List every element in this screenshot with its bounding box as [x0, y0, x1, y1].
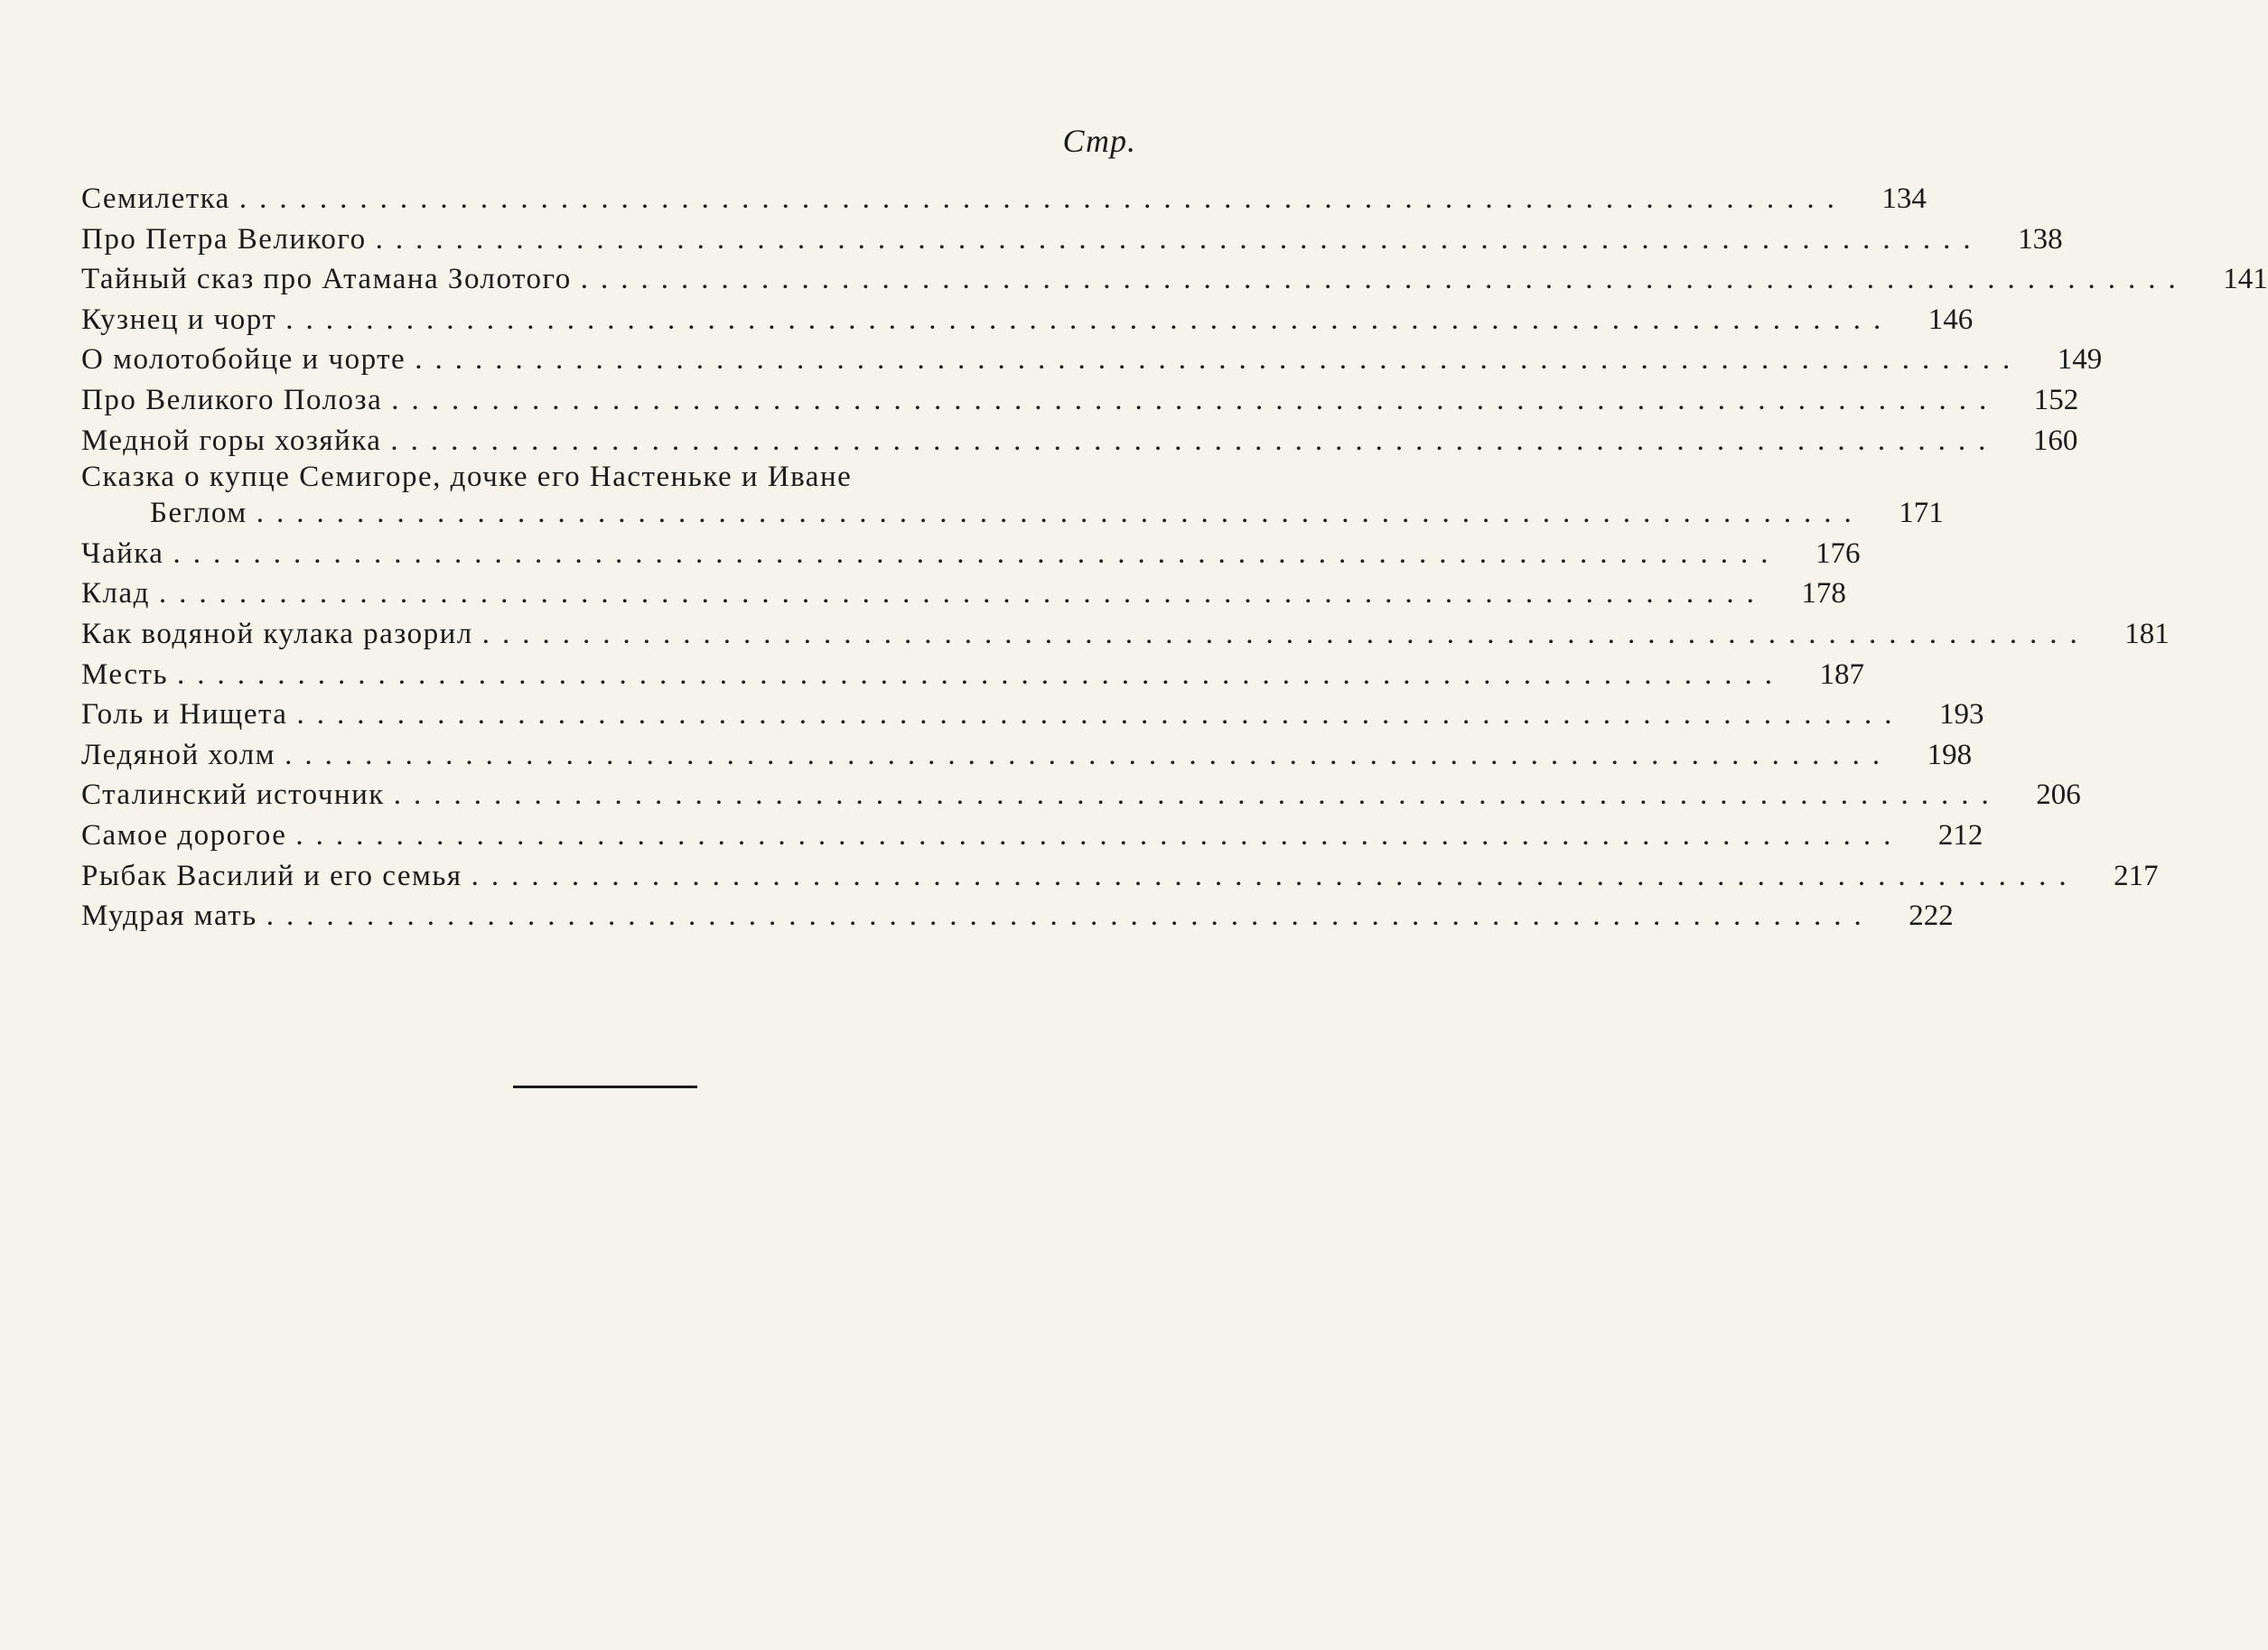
toc-entry-page: 222 — [1909, 900, 1954, 933]
toc-entry — [81, 340, 2103, 380]
toc-entry — [81, 694, 1984, 735]
dot-leader: ................................................................................ — [580, 263, 2189, 296]
dot-leader: ................................................................................ — [285, 738, 1893, 771]
toc-entry-title: Ледяной холм — [81, 738, 276, 771]
page-column-header: Стр. — [1062, 123, 1136, 159]
toc-entry-page: 134 — [1881, 182, 1927, 215]
toc-entry-title: О молотобойце и чорте — [81, 343, 406, 377]
toc-entry-title: Про Великого Полоза — [81, 383, 383, 416]
toc-entry — [81, 655, 1864, 695]
toc-entry — [81, 179, 1927, 219]
toc-entry-title: Месть — [81, 657, 168, 691]
dot-leader: ................................................................................ — [177, 657, 1785, 691]
toc-entry-title-line1: Сказка о купце Семигоре, дочке его Настеньке и Иване — [81, 461, 853, 494]
toc-entry — [81, 573, 1846, 614]
toc-entry — [81, 816, 1983, 856]
toc-entry — [81, 534, 1861, 574]
toc-entry — [81, 380, 2079, 421]
toc-entry-page: 178 — [1801, 577, 1846, 611]
toc-entry-title: Про Петра Великого — [81, 222, 367, 256]
toc-entry-page: 217 — [2114, 859, 2159, 892]
toc-entry-page: 141 — [2223, 263, 2268, 296]
toc-entry-page: 160 — [2032, 424, 2078, 457]
toc-entry-page: 212 — [1937, 818, 1983, 852]
closing-rule — [513, 1086, 697, 1088]
dot-leader: ................................................................................ — [415, 343, 2023, 377]
toc-entry-title: Семилетка — [81, 182, 230, 215]
toc-entry-page: 176 — [1815, 536, 1861, 570]
dot-leader: ................................................................................ — [256, 497, 1864, 530]
dot-leader: ................................................................................ — [173, 536, 1781, 570]
dot-leader: ................................................................................ — [390, 424, 1999, 457]
toc-entry-page: 187 — [1819, 657, 1864, 691]
toc-entry-page: 149 — [2057, 343, 2103, 377]
toc-entry — [81, 300, 1974, 340]
toc-entry-title: Как водяной кулака разорил — [81, 617, 473, 650]
toc-entry — [81, 856, 2159, 897]
toc-entry — [81, 735, 1973, 776]
dot-leader: ................................................................................ — [375, 222, 1983, 256]
toc-entry — [81, 421, 2078, 461]
dot-leader: ................................................................................ — [471, 859, 2079, 892]
dot-leader: ................................................................................ — [296, 698, 1905, 732]
toc-entry-continuation — [81, 493, 1944, 534]
dot-leader: ................................................................................ — [266, 900, 1874, 933]
toc-entry-title: Голь и Нищета — [81, 698, 288, 732]
dot-leader: ................................................................................ — [481, 617, 2090, 650]
toc-entry-page: 138 — [2018, 222, 2063, 256]
toc-entry-title: Мудрая мать — [81, 900, 257, 933]
toc-entry-title: Рыбак Василий и его семья — [81, 859, 462, 892]
toc-entry-title: Клад — [81, 577, 150, 611]
dot-leader: ................................................................................ — [295, 818, 1904, 852]
toc-entry-title: Кузнец и чорт — [81, 303, 277, 336]
toc-entry — [81, 259, 2268, 300]
dot-leader: ................................................................................ — [285, 303, 1894, 336]
toc-entry-title: Самое дорогое — [81, 818, 287, 852]
toc-entry — [81, 614, 2170, 655]
dot-leader: ................................................................................ — [158, 577, 1767, 611]
toc-entry-page: 146 — [1927, 303, 1974, 336]
toc-entry-title: Сталинский источник — [81, 778, 385, 812]
toc-entry-title-line2: Беглом — [150, 497, 247, 530]
dot-leader: ................................................................................ — [238, 182, 1847, 215]
table-of-contents — [81, 179, 2268, 937]
toc-entry — [81, 219, 2063, 260]
toc-entry-page: 193 — [1938, 698, 1984, 732]
toc-entry-title: Тайный сказ про Атамана Золотого — [81, 263, 572, 296]
toc-entry-page: 181 — [2124, 617, 2170, 650]
toc-entry-page: 198 — [1927, 738, 1973, 771]
toc-entry-title: Чайка — [81, 536, 164, 570]
dot-leader: ................................................................................ — [391, 383, 2000, 416]
toc-entry-title: Медной горы хозяйка — [81, 424, 382, 457]
toc-entry — [81, 775, 2081, 816]
toc-entry-page: 171 — [1899, 497, 1944, 530]
toc-entry — [81, 896, 1954, 937]
toc-entry — [81, 461, 1944, 534]
dot-leader: ................................................................................ — [393, 778, 2002, 812]
toc-entry-page: 152 — [2033, 383, 2079, 416]
toc-entry-page: 206 — [2036, 778, 2081, 812]
